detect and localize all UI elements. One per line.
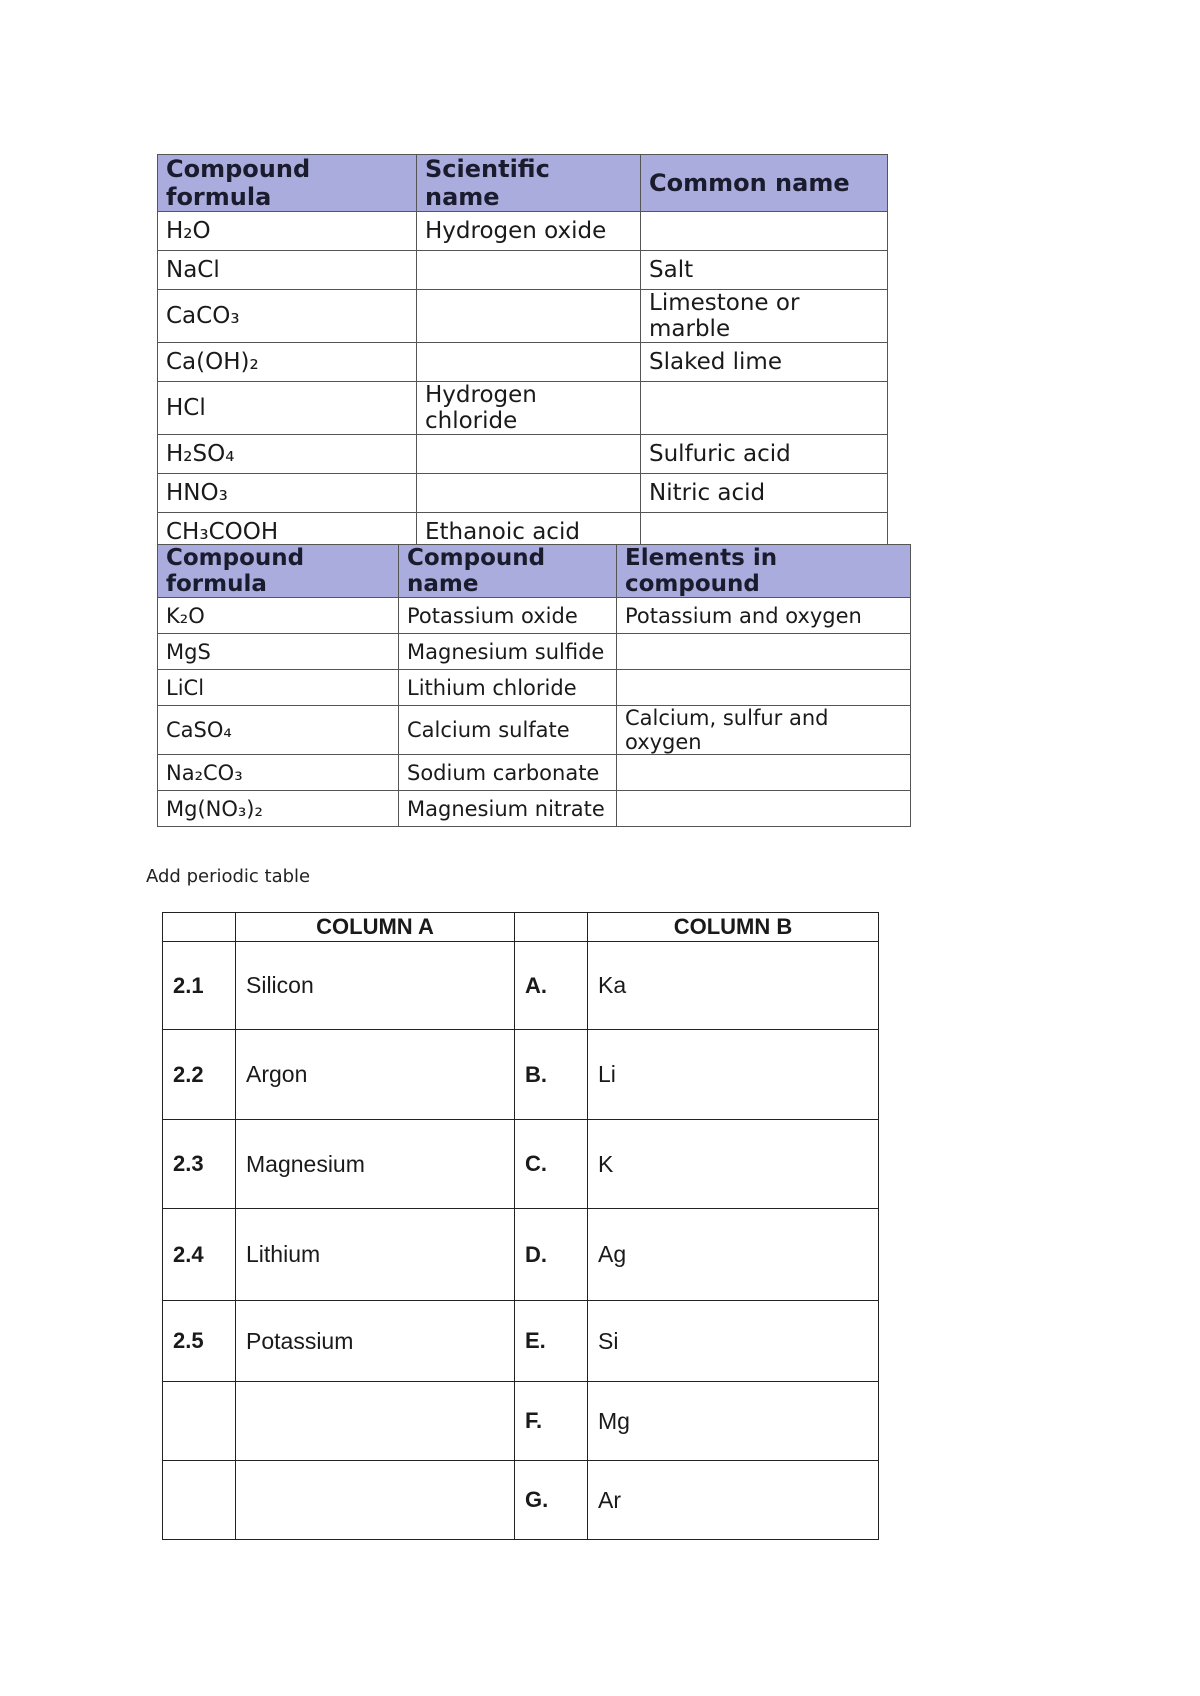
header-column-a: COLUMN A [236, 913, 515, 942]
table-row [163, 1120, 879, 1209]
option-letter: E. [515, 1301, 588, 1382]
common-name-cell [641, 212, 888, 251]
table-row [158, 706, 911, 755]
scientific-name-cell [417, 343, 641, 382]
elements-cell: Calcium, sulfur and oxygen [617, 706, 911, 755]
question-number: 2.4 [163, 1209, 236, 1301]
column-b-cell: K [588, 1120, 879, 1209]
formula-cell: Ca(OH)₂ [158, 343, 417, 382]
table-header-row [158, 155, 888, 212]
table-row [158, 435, 888, 474]
compound-name-cell: Calcium sulfate [399, 706, 617, 755]
common-name-cell: Slaked lime [641, 343, 888, 382]
column-a-cell: Lithium [236, 1209, 515, 1301]
scientific-name-cell [417, 474, 641, 513]
table-row [163, 1030, 879, 1120]
table-row [158, 474, 888, 513]
periodic-table-note: Add periodic table [146, 866, 311, 887]
question-number [163, 1461, 236, 1540]
table-row [163, 1461, 879, 1540]
formula-cell: CH₃COOH [158, 513, 417, 552]
header-blank [515, 913, 588, 942]
column-b-cell: Si [588, 1301, 879, 1382]
header-compound-name: Compound name [399, 545, 617, 598]
scientific-name-cell: Hydrogen oxide [417, 212, 641, 251]
formula-cell: K₂O [158, 598, 399, 634]
question-number: 2.3 [163, 1120, 236, 1209]
table-row [158, 670, 911, 706]
scientific-name-cell [417, 435, 641, 474]
formula-cell: NaCl [158, 251, 417, 290]
elements-cell [617, 755, 911, 791]
header-compound-formula: Compound formula [158, 155, 417, 212]
column-b-cell: Li [588, 1030, 879, 1120]
compound-names-table [157, 154, 888, 552]
table-row [158, 791, 911, 827]
question-number: 2.5 [163, 1301, 236, 1382]
formula-cell: HNO₃ [158, 474, 417, 513]
scientific-name-cell [417, 290, 641, 343]
common-name-cell: Sulfuric acid [641, 435, 888, 474]
header-scientific-name: Scientific name [417, 155, 641, 212]
option-letter: B. [515, 1030, 588, 1120]
elements-cell [617, 634, 911, 670]
column-a-cell: Silicon [236, 942, 515, 1030]
formula-cell: H₂SO₄ [158, 435, 417, 474]
elements-cell [617, 791, 911, 827]
table-row [163, 1209, 879, 1301]
common-name-cell: Salt [641, 251, 888, 290]
header-elements-in-compound: Elements in compound [617, 545, 911, 598]
column-a-cell [236, 1461, 515, 1540]
column-a-cell [236, 1382, 515, 1461]
table-row [163, 942, 879, 1030]
compound-name-cell: Potassium oxide [399, 598, 617, 634]
table-row [158, 251, 888, 290]
column-b-cell: Mg [588, 1382, 879, 1461]
option-letter: D. [515, 1209, 588, 1301]
elements-cell: Potassium and oxygen [617, 598, 911, 634]
table-header-row [158, 545, 911, 598]
option-letter: G. [515, 1461, 588, 1540]
table-row [163, 1301, 879, 1382]
scientific-name-cell: Ethanoic acid [417, 513, 641, 552]
header-compound-formula: Compound formula [158, 545, 399, 598]
table-row [158, 343, 888, 382]
formula-cell: LiCl [158, 670, 399, 706]
question-number: 2.2 [163, 1030, 236, 1120]
column-b-cell: Ag [588, 1209, 879, 1301]
table-row [158, 212, 888, 251]
table-row [158, 755, 911, 791]
table-row [163, 1382, 879, 1461]
scientific-name-cell [417, 251, 641, 290]
table-row [158, 634, 911, 670]
table-row [158, 598, 911, 634]
formula-cell: MgS [158, 634, 399, 670]
formula-cell: HCl [158, 382, 417, 435]
column-a-cell: Argon [236, 1030, 515, 1120]
elements-cell [617, 670, 911, 706]
compound-elements-table [157, 544, 911, 827]
question-number: 2.1 [163, 942, 236, 1030]
compound-name-cell: Sodium carbonate [399, 755, 617, 791]
matching-columns-table [162, 912, 879, 1540]
option-letter: C. [515, 1120, 588, 1209]
formula-cell: H₂O [158, 212, 417, 251]
table-row [158, 290, 888, 343]
column-b-cell: Ar [588, 1461, 879, 1540]
header-common-name: Common name [641, 155, 888, 212]
common-name-cell: Limestone or marble [641, 290, 888, 343]
scientific-name-cell: Hydrogen chloride [417, 382, 641, 435]
option-letter: A. [515, 942, 588, 1030]
compound-name-cell: Lithium chloride [399, 670, 617, 706]
formula-cell: Na₂CO₃ [158, 755, 399, 791]
option-letter: F. [515, 1382, 588, 1461]
compound-name-cell: Magnesium nitrate [399, 791, 617, 827]
column-b-cell: Ka [588, 942, 879, 1030]
common-name-cell: Nitric acid [641, 474, 888, 513]
column-a-cell: Potassium [236, 1301, 515, 1382]
formula-cell: CaCO₃ [158, 290, 417, 343]
header-column-b: COLUMN B [588, 913, 879, 942]
formula-cell: Mg(NO₃)₂ [158, 791, 399, 827]
formula-cell: CaSO₄ [158, 706, 399, 755]
column-a-cell: Magnesium [236, 1120, 515, 1209]
common-name-cell [641, 382, 888, 435]
table-header-row [163, 913, 879, 942]
table-row [158, 382, 888, 435]
header-blank [163, 913, 236, 942]
compound-name-cell: Magnesium sulfide [399, 634, 617, 670]
question-number [163, 1382, 236, 1461]
